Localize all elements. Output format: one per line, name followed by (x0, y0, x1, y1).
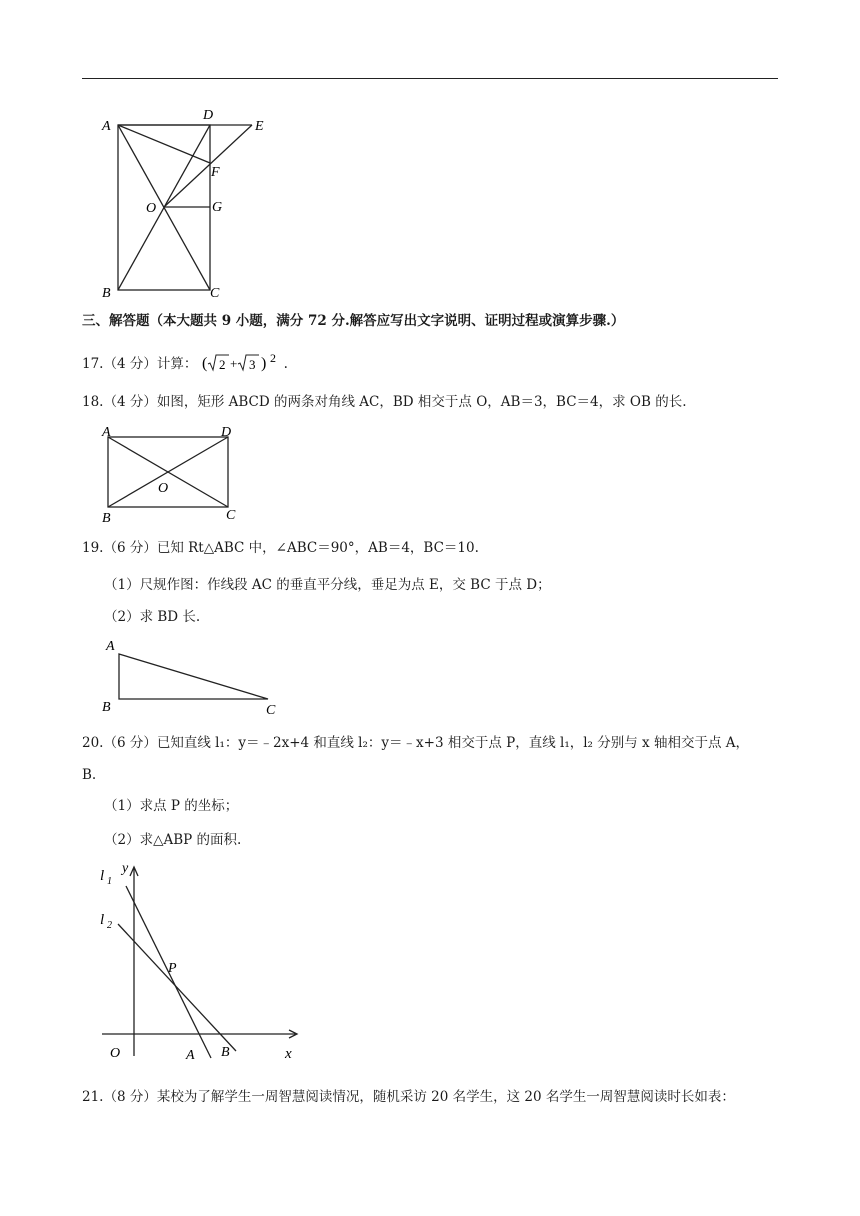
label-l2-sub: 2 (107, 920, 112, 931)
question-20: 20.（6 分）已知直线 l₁：y＝﹣2x+4 和直线 l₂：y＝﹣x+3 相交于点 P，直线 l₁，l₂ 分别与 x 轴相交于点 A， (82, 735, 749, 751)
label-A: A (102, 119, 111, 134)
question-20-cont: B. (82, 767, 97, 783)
question-20-part2: （2）求△ABP 的面积. (104, 832, 242, 848)
label-O: O (158, 481, 169, 496)
label-E: E (255, 119, 264, 134)
question-20-part1: （1）求点 P 的坐标； (104, 798, 239, 814)
label-l1: l (100, 868, 105, 884)
label-C: C (226, 508, 236, 523)
label-P: P (168, 961, 177, 976)
svg-text:(: ( (201, 355, 207, 372)
svg-text:): ) (260, 355, 266, 372)
question-19-part2: （2）求 BD 长. (104, 609, 201, 625)
question-19-part1: （1）尺规作图：作线段 AC 的垂直平分线，垂足为点 E，交 BC 于点 D； (104, 577, 551, 593)
label-A: A (102, 425, 111, 440)
question-17 (82, 352, 288, 374)
label-O: O (110, 1046, 121, 1061)
label-B: B (102, 511, 111, 526)
q17-suffix: . (283, 356, 288, 372)
label-B: B (102, 700, 111, 715)
label-G: G (212, 200, 223, 215)
label-A: A (186, 1048, 195, 1063)
label-A: A (106, 639, 115, 654)
question-18: 18.（4 分）如图，矩形 ABCD 的两条对角线 AC，BD 相交于点 O，AB＝3，BC＝4，求 OB 的长. (82, 394, 687, 410)
label-D: D (203, 108, 214, 123)
section-heading: 三、解答题（本大题共 9 小题，满分 72 分.解答应写出文字说明、证明过程或演算步骤.） (82, 313, 625, 329)
q17-prefix: 17.（4 分）计算： (82, 356, 198, 372)
label-D: D (221, 425, 232, 440)
label-B: B (102, 286, 111, 301)
q17-exp: 2 (269, 352, 276, 365)
label-l2: l (100, 912, 105, 928)
q17-expression (202, 352, 284, 374)
label-l1-sub: 1 (107, 876, 112, 887)
label-y: y (122, 861, 129, 876)
label-F: F (211, 165, 220, 180)
q17-plus: + (229, 356, 237, 371)
figure-coordinate-lines (96, 856, 308, 1066)
label-B: B (221, 1045, 230, 1060)
figure-rectangle-abcd-efg (96, 104, 286, 304)
question-19: 19.（6 分）已知 Rt△ABC 中，∠ABC＝90°，AB＝4，BC＝10. (82, 540, 479, 556)
figure-right-triangle (96, 632, 286, 718)
q17-r3: 3 (248, 357, 256, 372)
header-rule (82, 78, 778, 79)
label-x: x (285, 1046, 292, 1062)
label-O: O (146, 201, 157, 216)
label-C: C (266, 703, 276, 718)
q17-r2: 2 (218, 357, 226, 372)
question-21: 21.（8 分）某校为了解学生一周智慧阅读情况，随机采访 20 名学生，这 20 名学生一周智慧阅读时长如表： (82, 1089, 735, 1105)
figure-rectangle-diagonals (96, 422, 246, 526)
label-C: C (210, 286, 220, 301)
